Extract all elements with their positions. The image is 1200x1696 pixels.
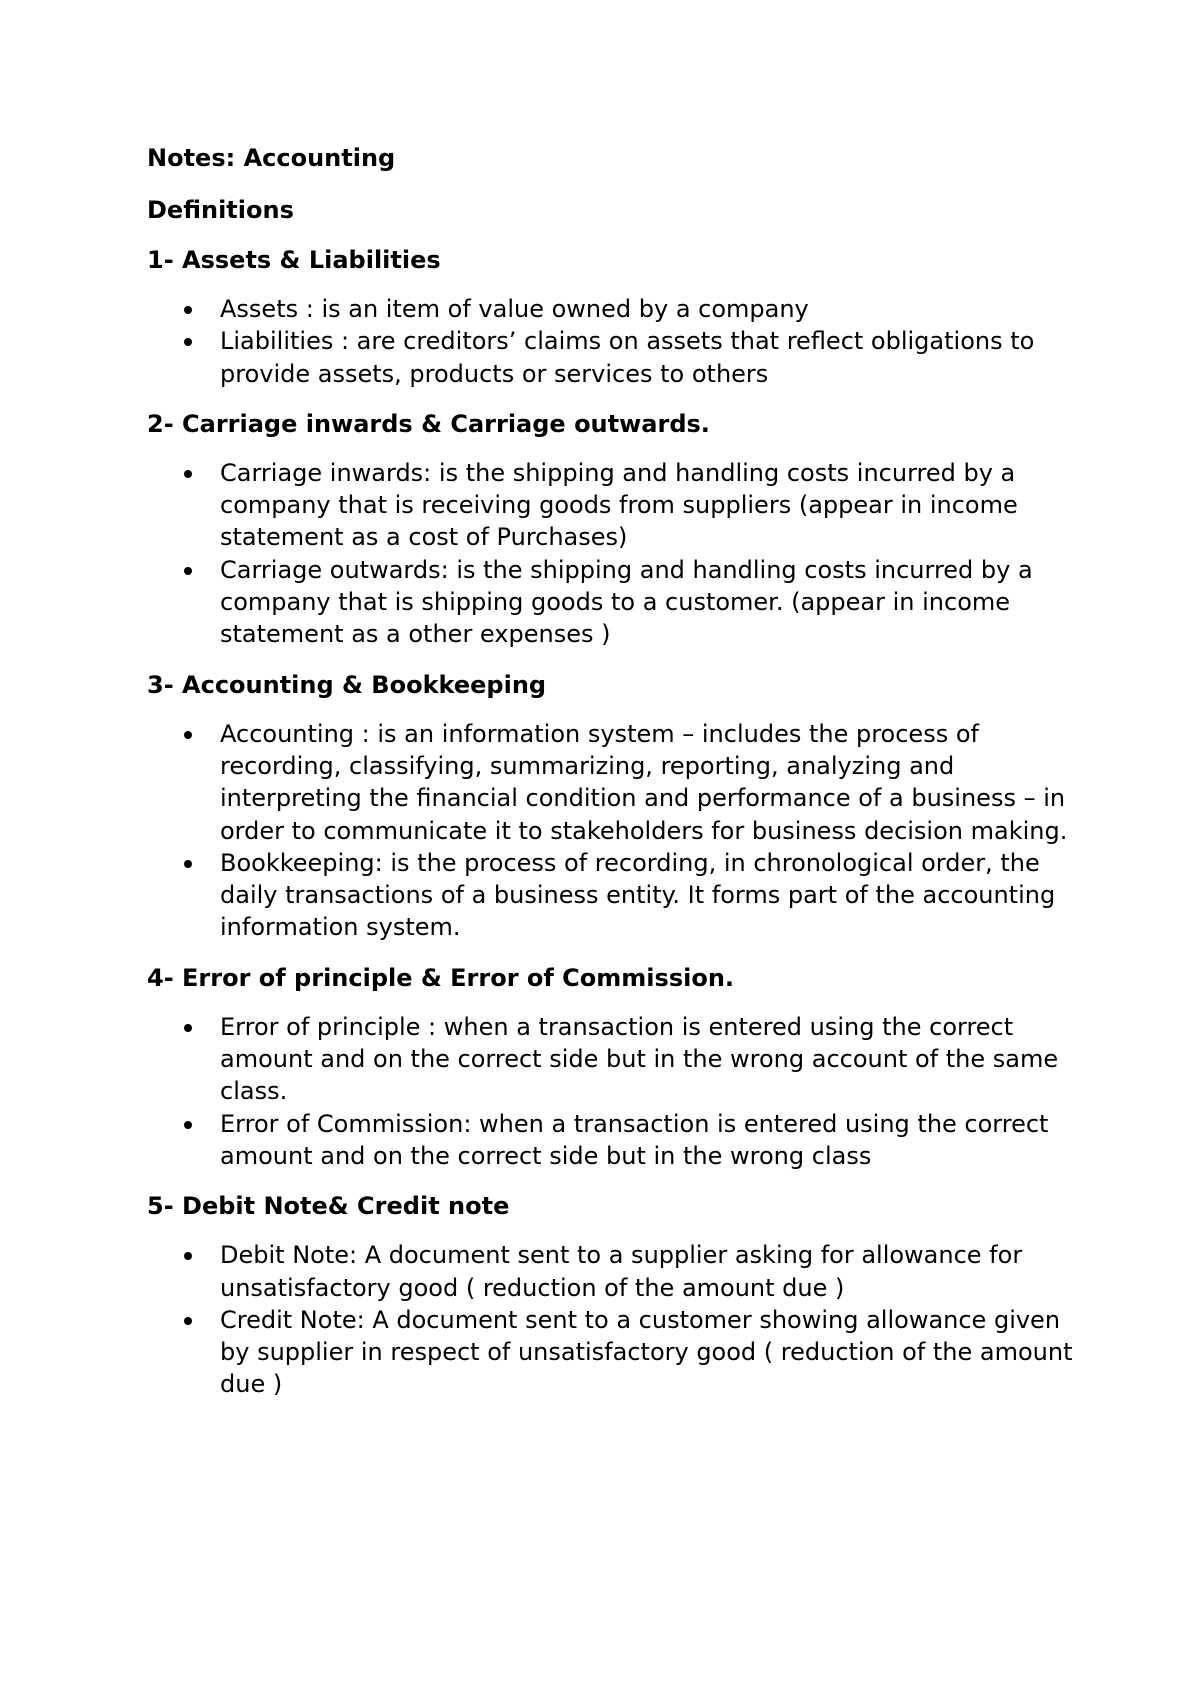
page-title: Notes: Accounting	[147, 144, 396, 172]
section-errors	[147, 962, 1077, 1172]
section-heading: 2- Carriage inwards & Carriage outwards.	[147, 409, 710, 438]
list-item	[147, 1108, 1077, 1173]
list-item-text: Credit Note: A document sent to a customer showing allowance given by supplier in respect of unsatisfactory good ( reduction of the amount due )	[220, 1305, 1073, 1399]
bullet-icon	[184, 470, 192, 478]
bullet-icon	[184, 1024, 192, 1032]
list-item	[147, 847, 1077, 944]
section-heading: 1- Assets & Liabilities	[147, 246, 441, 274]
bullet-icon	[184, 1317, 192, 1325]
section-assets-liabilities	[147, 244, 1077, 390]
bullet-icon	[184, 338, 192, 346]
section-heading: 4- Error of principle & Error of Commission.	[147, 963, 735, 992]
definition-list	[147, 293, 1077, 390]
section-accounting-bookkeeping	[147, 669, 1077, 944]
definition-list	[147, 457, 1077, 651]
list-item-text: Bookkeeping: is the process of recording, in chronological order, the daily transactions of a business entity. It forms part of the accounting information system.	[220, 848, 1056, 942]
list-item-text: Error of principle : when a transaction is entered using the correct amount and on the correct side but in the wrong account of the same class.	[220, 1012, 1059, 1106]
section-debit-credit-note	[147, 1190, 1077, 1400]
list-item-text: Carriage inwards: is the shipping and handling costs incurred by a company that is receiving goods from suppliers (appear in income statement as a cost of Purchases)	[220, 458, 1018, 552]
bullet-icon	[184, 1252, 192, 1260]
list-item-text: Carriage outwards: is the shipping and handling costs incurred by a company that is shipping goods to a customer. (appear in income statement as a other expenses )	[220, 555, 1033, 649]
list-item	[147, 554, 1077, 651]
section-heading: 5- Debit Note& Credit note	[147, 1192, 510, 1221]
bullet-icon	[184, 731, 192, 739]
definition-list	[147, 1239, 1077, 1400]
page-subtitle: Definitions	[147, 196, 294, 224]
list-item	[147, 1011, 1077, 1108]
section-heading: 3- Accounting & Bookkeeping	[147, 670, 547, 699]
list-item	[147, 718, 1077, 847]
list-item-text: Assets : is an item of value owned by a company	[220, 295, 809, 323]
bullet-icon	[184, 306, 192, 314]
bullet-icon	[184, 567, 192, 575]
document-page	[147, 142, 1077, 1419]
bullet-icon	[184, 860, 192, 868]
list-item-text: Liabilities : are creditors’ claims on assets that reflect obligations to provide assets, products or services to others	[220, 327, 1035, 388]
definition-list	[147, 1011, 1077, 1172]
list-item-text: Error of Commission: when a transaction is entered using the correct amount and on the correct side but in the wrong class	[220, 1109, 1049, 1170]
list-item	[147, 1239, 1077, 1304]
list-item-text: Debit Note: A document sent to a supplier asking for allowance for unsatisfactory good ( reduction of the amount due )	[220, 1241, 1023, 1302]
list-item	[147, 457, 1077, 554]
definition-list	[147, 718, 1077, 944]
bullet-icon	[184, 1121, 192, 1129]
list-item	[147, 293, 1077, 325]
section-carriage	[147, 408, 1077, 651]
list-item-text: Accounting : is an information system – includes the process of recording, classifying, summarizing, reporting, analyzing and interpreting the financial condition and performance of a business – in order to communicate it to stakeholders for business decision making.	[220, 719, 1068, 845]
list-item	[147, 1304, 1077, 1401]
list-item	[147, 325, 1077, 390]
